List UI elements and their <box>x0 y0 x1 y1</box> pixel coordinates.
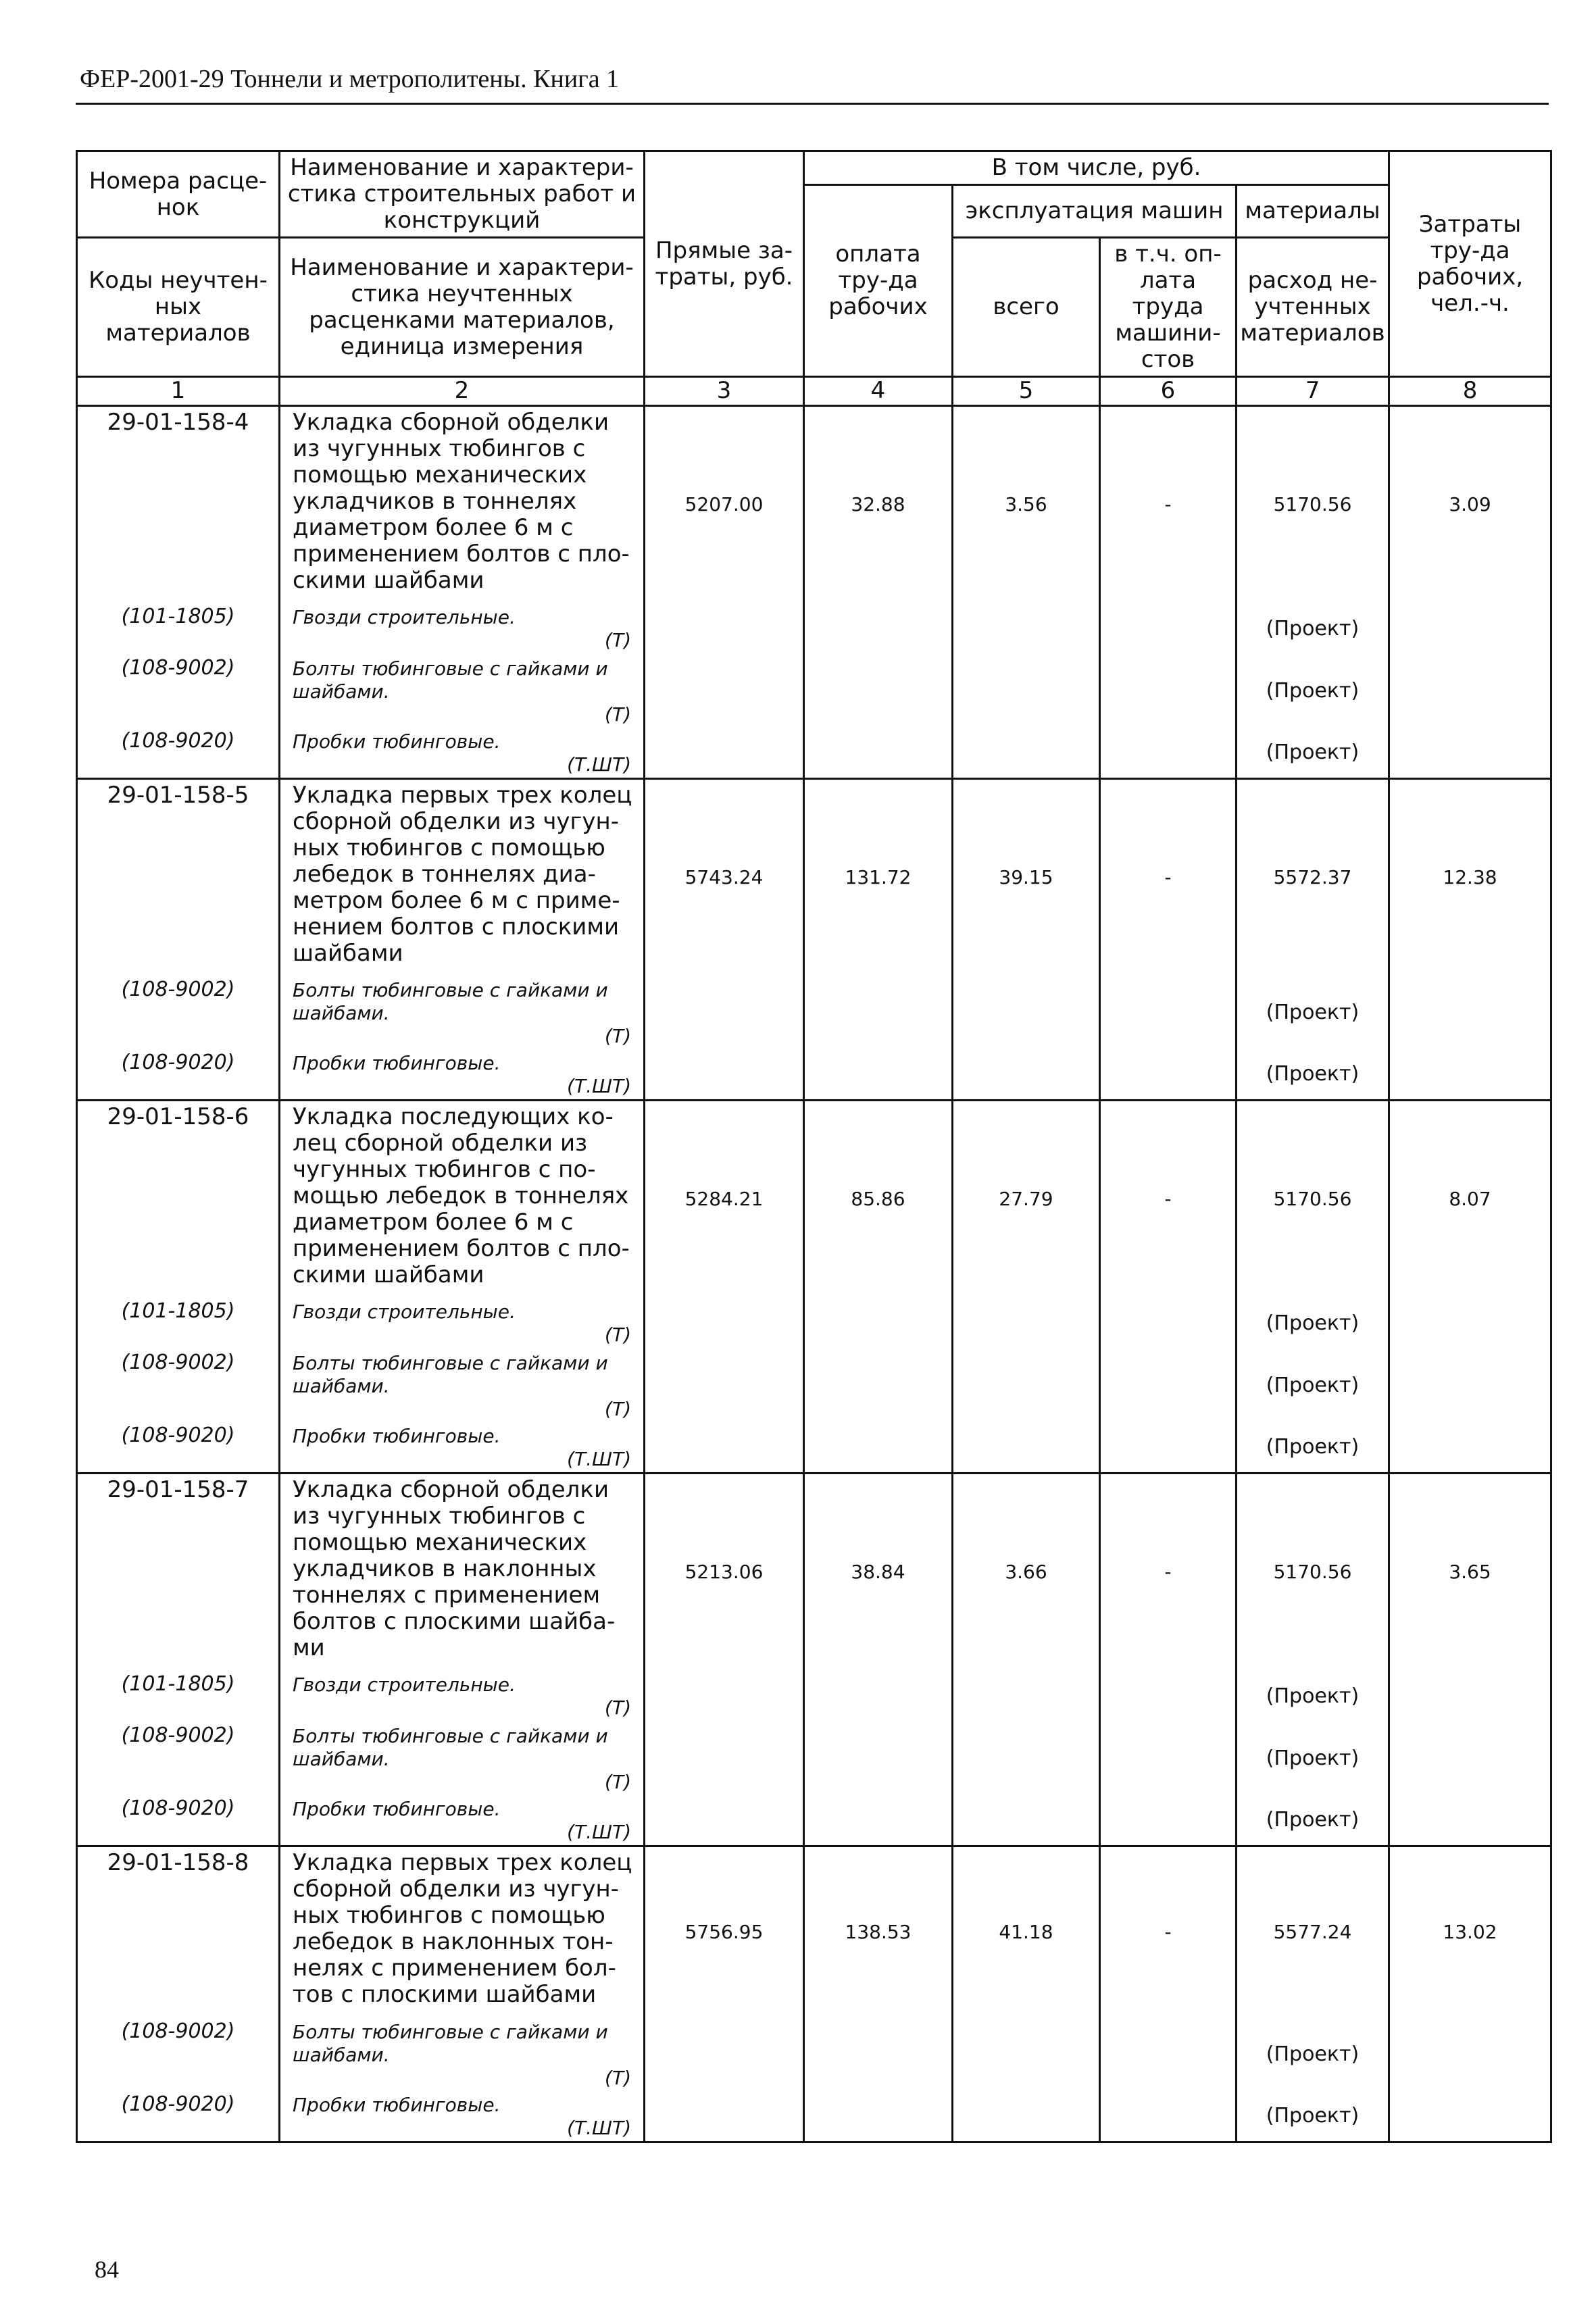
labor-hours-value: 3.65 <box>1389 1474 1551 1671</box>
material-consumption: (Проект) <box>1237 1298 1389 1349</box>
empty-cell <box>645 1422 804 1474</box>
material-name-text: Болты тюбинговые с гайками и шайбами. <box>293 2020 608 2066</box>
material-name-text: Пробки тюбинговые. <box>293 1051 501 1074</box>
direct-costs-value: 5213.06 <box>645 1474 804 1671</box>
empty-cell <box>1100 976 1237 1049</box>
material-code: (101-1805) <box>77 1671 280 1722</box>
labor-hours-value: 8.07 <box>1389 1101 1551 1298</box>
material-name-text: Пробки тюбинговые. <box>293 1797 501 1820</box>
labor-pay-value: 32.88 <box>804 406 953 603</box>
material-code: (108-9020) <box>77 1049 280 1101</box>
rate-code: 29-01-158-4 <box>77 406 280 603</box>
rate-code: 29-01-158-8 <box>77 1846 280 2018</box>
machines-total-value: 41.18 <box>953 1846 1100 2018</box>
empty-cell <box>645 2018 804 2091</box>
empty-cell <box>1100 1795 1237 1846</box>
material-unit: (Т.ШТ) <box>567 1820 631 1843</box>
labor-pay-value: 131.72 <box>804 779 953 976</box>
material-code: (101-1805) <box>77 603 280 655</box>
page-header: ФЕР-2001-29 Тоннели и метрополитены. Книга 1 <box>80 65 620 93</box>
empty-cell <box>804 1671 953 1722</box>
machinist-pay-value: - <box>1100 1474 1237 1671</box>
labor-hours-value: 3.09 <box>1389 406 1551 603</box>
material-row <box>77 1722 1551 1795</box>
material-consumption: (Проект) <box>1237 1422 1389 1474</box>
empty-cell <box>1100 2091 1237 2142</box>
empty-cell <box>645 1795 804 1846</box>
work-description: Укладка первых трех колец сборной обделки из чугун-ных тюбингов с помощью лебедок в тоннелях диа-метром более 6 м с приме-нением болтов с плоскими шайбами <box>280 779 645 976</box>
empty-cell <box>804 1422 953 1474</box>
column-number: 5 <box>953 377 1100 406</box>
empty-cell <box>645 1298 804 1349</box>
material-unit: (Т) <box>605 1024 631 1047</box>
rate-code: 29-01-158-5 <box>77 779 280 976</box>
material-name-text: Гвозди строительные. <box>293 1673 516 1696</box>
header-unaccounted-consumption: расход не-учтенных материалов <box>1237 238 1389 377</box>
empty-cell <box>953 1722 1100 1795</box>
column-number: 8 <box>1389 377 1551 406</box>
material-name <box>280 1422 645 1474</box>
page-number: 84 <box>95 2256 119 2283</box>
empty-cell <box>1100 1298 1237 1349</box>
material-name <box>280 1795 645 1846</box>
material-unit: (Т.ШТ) <box>567 753 631 776</box>
material-consumption: (Проект) <box>1237 1049 1389 1101</box>
empty-cell <box>1100 1349 1237 1422</box>
material-name <box>280 2091 645 2142</box>
material-row <box>77 1671 1551 1722</box>
header-unaccounted-codes: Коды неучтен-ных материалов <box>77 238 280 377</box>
rate-row <box>77 1474 1551 1671</box>
header-machines: эксплуатация машин <box>953 185 1237 238</box>
empty-cell <box>1389 1422 1551 1474</box>
material-consumption: (Проект) <box>1237 1795 1389 1846</box>
material-code: (108-9020) <box>77 1422 280 1474</box>
material-name <box>280 1671 645 1722</box>
empty-cell <box>1100 1722 1237 1795</box>
material-row <box>77 728 1551 779</box>
empty-cell <box>1389 1795 1551 1846</box>
material-name-text: Гвозди строительные. <box>293 605 516 628</box>
empty-cell <box>1389 1349 1551 1422</box>
machines-total-value: 3.66 <box>953 1474 1100 1671</box>
header-materials: материалы <box>1237 185 1389 238</box>
column-number: 7 <box>1237 377 1389 406</box>
empty-cell <box>804 2091 953 2142</box>
material-unit: (Т.ШТ) <box>567 1074 631 1097</box>
material-code: (101-1805) <box>77 1298 280 1349</box>
work-description: Укладка последующих ко-лец сборной обделки из чугунных тюбингов с по-мощью лебедок в тоннелях диаметром более 6 м с применением болтов с пло-скими шайбами <box>280 1101 645 1298</box>
rates-table <box>76 150 1552 2143</box>
empty-cell <box>953 2018 1100 2091</box>
materials-value: 5170.56 <box>1237 1101 1389 1298</box>
table-header <box>77 151 1551 406</box>
column-number-row <box>77 377 1551 406</box>
material-name-text: Болты тюбинговые с гайками и шайбами. <box>293 1351 608 1397</box>
material-row <box>77 2091 1551 2142</box>
work-description: Укладка первых трех колец сборной обделки из чугун-ных тюбингов с помощью лебедок в наклонных тон-нелях с применением бол-тов с плоскими шайбами <box>280 1846 645 2018</box>
machines-total-value: 3.56 <box>953 406 1100 603</box>
material-code: (108-9020) <box>77 2091 280 2142</box>
material-name <box>280 603 645 655</box>
material-row <box>77 603 1551 655</box>
material-name <box>280 655 645 728</box>
empty-cell <box>953 728 1100 779</box>
empty-cell <box>645 1722 804 1795</box>
material-unit: (Т.ШТ) <box>567 2116 631 2139</box>
direct-costs-value: 5756.95 <box>645 1846 804 2018</box>
empty-cell <box>1100 728 1237 779</box>
empty-cell <box>953 1795 1100 1846</box>
labor-hours-value: 12.38 <box>1389 779 1551 976</box>
table-body <box>77 406 1551 2142</box>
direct-costs-value: 5207.00 <box>645 406 804 603</box>
materials-value: 5170.56 <box>1237 1474 1389 1671</box>
material-code: (108-9002) <box>77 1722 280 1795</box>
material-unit: (Т) <box>605 1323 631 1346</box>
machinist-pay-value: - <box>1100 1846 1237 2018</box>
header-machines-total: всего <box>953 238 1100 377</box>
empty-cell <box>1389 1049 1551 1101</box>
rate-row <box>77 1101 1551 1298</box>
header-labor-pay: оплата тру-да рабочих <box>804 185 953 377</box>
material-row <box>77 1298 1551 1349</box>
empty-cell <box>953 976 1100 1049</box>
material-name-text: Пробки тюбинговые. <box>293 2093 501 2116</box>
material-row <box>77 1422 1551 1474</box>
machinist-pay-value: - <box>1100 779 1237 976</box>
labor-pay-value: 138.53 <box>804 1846 953 2018</box>
machines-total-value: 27.79 <box>953 1101 1100 1298</box>
header-machinist-pay: в т.ч. оп-лата труда машини-стов <box>1100 238 1237 377</box>
machinist-pay-value: - <box>1100 1101 1237 1298</box>
column-number: 3 <box>645 377 804 406</box>
header-work-name: Наименование и характери-стика строительных работ и конструкций <box>280 151 645 238</box>
direct-costs-value: 5284.21 <box>645 1101 804 1298</box>
material-code: (108-9002) <box>77 976 280 1049</box>
material-unit: (Т) <box>605 2066 631 2089</box>
empty-cell <box>804 1722 953 1795</box>
empty-cell <box>1100 655 1237 728</box>
material-consumption: (Проект) <box>1237 2018 1389 2091</box>
empty-cell <box>1389 603 1551 655</box>
material-name-text: Гвозди строительные. <box>293 1300 516 1323</box>
empty-cell <box>645 1349 804 1422</box>
machinist-pay-value: - <box>1100 406 1237 603</box>
material-consumption: (Проект) <box>1237 1722 1389 1795</box>
empty-cell <box>953 1422 1100 1474</box>
material-consumption: (Проект) <box>1237 1349 1389 1422</box>
empty-cell <box>953 1298 1100 1349</box>
rate-row <box>77 779 1551 976</box>
material-row <box>77 1349 1551 1422</box>
material-name-text: Болты тюбинговые с гайками и шайбами. <box>293 978 608 1024</box>
header-direct-costs: Прямые за-траты, руб. <box>645 151 804 377</box>
material-unit: (Т) <box>605 1770 631 1793</box>
material-name <box>280 1049 645 1101</box>
materials-value: 5572.37 <box>1237 779 1389 976</box>
work-description: Укладка сборной обделки из чугунных тюбингов с помощью механических укладчиков в наклонных тоннелях с применением болтов с плоскими шайба-ми <box>280 1474 645 1671</box>
labor-pay-value: 85.86 <box>804 1101 953 1298</box>
material-unit: (Т) <box>605 703 631 726</box>
material-name <box>280 1298 645 1349</box>
empty-cell <box>1100 1671 1237 1722</box>
column-number: 1 <box>77 377 280 406</box>
rate-row <box>77 1846 1551 2018</box>
column-number: 6 <box>1100 377 1237 406</box>
material-name <box>280 1349 645 1422</box>
material-name-text: Болты тюбинговые с гайками и шайбами. <box>293 1724 608 1770</box>
empty-cell <box>804 1049 953 1101</box>
empty-cell <box>645 728 804 779</box>
material-row <box>77 1795 1551 1846</box>
material-name <box>280 2018 645 2091</box>
rate-row <box>77 406 1551 603</box>
material-consumption: (Проект) <box>1237 603 1389 655</box>
labor-hours-value: 13.02 <box>1389 1846 1551 2018</box>
empty-cell <box>1389 1298 1551 1349</box>
empty-cell <box>645 655 804 728</box>
material-name <box>280 728 645 779</box>
column-number: 4 <box>804 377 953 406</box>
empty-cell <box>1389 1722 1551 1795</box>
material-name-text: Пробки тюбинговые. <box>293 1424 501 1447</box>
empty-cell <box>804 1795 953 1846</box>
material-name <box>280 1722 645 1795</box>
empty-cell <box>1100 1422 1237 1474</box>
empty-cell <box>804 655 953 728</box>
work-description: Укладка сборной обделки из чугунных тюбингов с помощью механических укладчиков в тоннелях диаметром более 6 м с применением болтов с пло-скими шайбами <box>280 406 645 603</box>
empty-cell <box>645 603 804 655</box>
material-name <box>280 976 645 1049</box>
material-consumption: (Проект) <box>1237 2091 1389 2142</box>
empty-cell <box>1389 655 1551 728</box>
material-consumption: (Проект) <box>1237 1671 1389 1722</box>
material-row <box>77 2018 1551 2091</box>
empty-cell <box>953 655 1100 728</box>
empty-cell <box>1100 603 1237 655</box>
material-unit: (Т) <box>605 628 631 651</box>
material-code: (108-9002) <box>77 655 280 728</box>
empty-cell <box>804 976 953 1049</box>
empty-cell <box>953 2091 1100 2142</box>
empty-cell <box>804 603 953 655</box>
material-unit: (Т.ШТ) <box>567 1447 631 1470</box>
material-row <box>77 655 1551 728</box>
rate-code: 29-01-158-6 <box>77 1101 280 1298</box>
header-including: В том числе, руб. <box>804 151 1389 185</box>
machines-total-value: 39.15 <box>953 779 1100 976</box>
header-unaccounted-name: Наименование и характери-стика неучтенных расценками материалов, единица измерения <box>280 238 645 377</box>
material-code: (108-9002) <box>77 2018 280 2091</box>
labor-pay-value: 38.84 <box>804 1474 953 1671</box>
empty-cell <box>1100 1049 1237 1101</box>
material-unit: (Т) <box>605 1397 631 1420</box>
header-labor-costs: Затраты тру-да рабочих, чел.-ч. <box>1389 151 1551 377</box>
empty-cell <box>645 976 804 1049</box>
empty-cell <box>1389 1671 1551 1722</box>
header-rate-numbers: Номера расце-нок <box>77 151 280 238</box>
empty-cell <box>1100 2018 1237 2091</box>
column-number: 2 <box>280 377 645 406</box>
material-name-text: Болты тюбинговые с гайками и шайбами. <box>293 657 608 703</box>
material-code: (108-9020) <box>77 1795 280 1846</box>
materials-value: 5577.24 <box>1237 1846 1389 2018</box>
rate-code: 29-01-158-7 <box>77 1474 280 1671</box>
empty-cell <box>804 728 953 779</box>
empty-cell <box>1389 2091 1551 2142</box>
empty-cell <box>804 1349 953 1422</box>
empty-cell <box>953 1049 1100 1101</box>
empty-cell <box>804 2018 953 2091</box>
empty-cell <box>1389 2018 1551 2091</box>
empty-cell <box>1389 728 1551 779</box>
material-name-text: Пробки тюбинговые. <box>293 730 501 753</box>
empty-cell <box>645 1049 804 1101</box>
empty-cell <box>645 2091 804 2142</box>
material-consumption: (Проект) <box>1237 976 1389 1049</box>
empty-cell <box>953 603 1100 655</box>
material-row <box>77 1049 1551 1101</box>
material-unit: (Т) <box>605 1696 631 1719</box>
material-code: (108-9002) <box>77 1349 280 1422</box>
material-consumption: (Проект) <box>1237 728 1389 779</box>
empty-cell <box>953 1349 1100 1422</box>
empty-cell <box>645 1671 804 1722</box>
material-consumption: (Проект) <box>1237 655 1389 728</box>
materials-value: 5170.56 <box>1237 406 1389 603</box>
empty-cell <box>1389 976 1551 1049</box>
material-row <box>77 976 1551 1049</box>
empty-cell <box>804 1298 953 1349</box>
direct-costs-value: 5743.24 <box>645 779 804 976</box>
empty-cell <box>953 1671 1100 1722</box>
header-rule <box>76 103 1549 105</box>
material-code: (108-9020) <box>77 728 280 779</box>
